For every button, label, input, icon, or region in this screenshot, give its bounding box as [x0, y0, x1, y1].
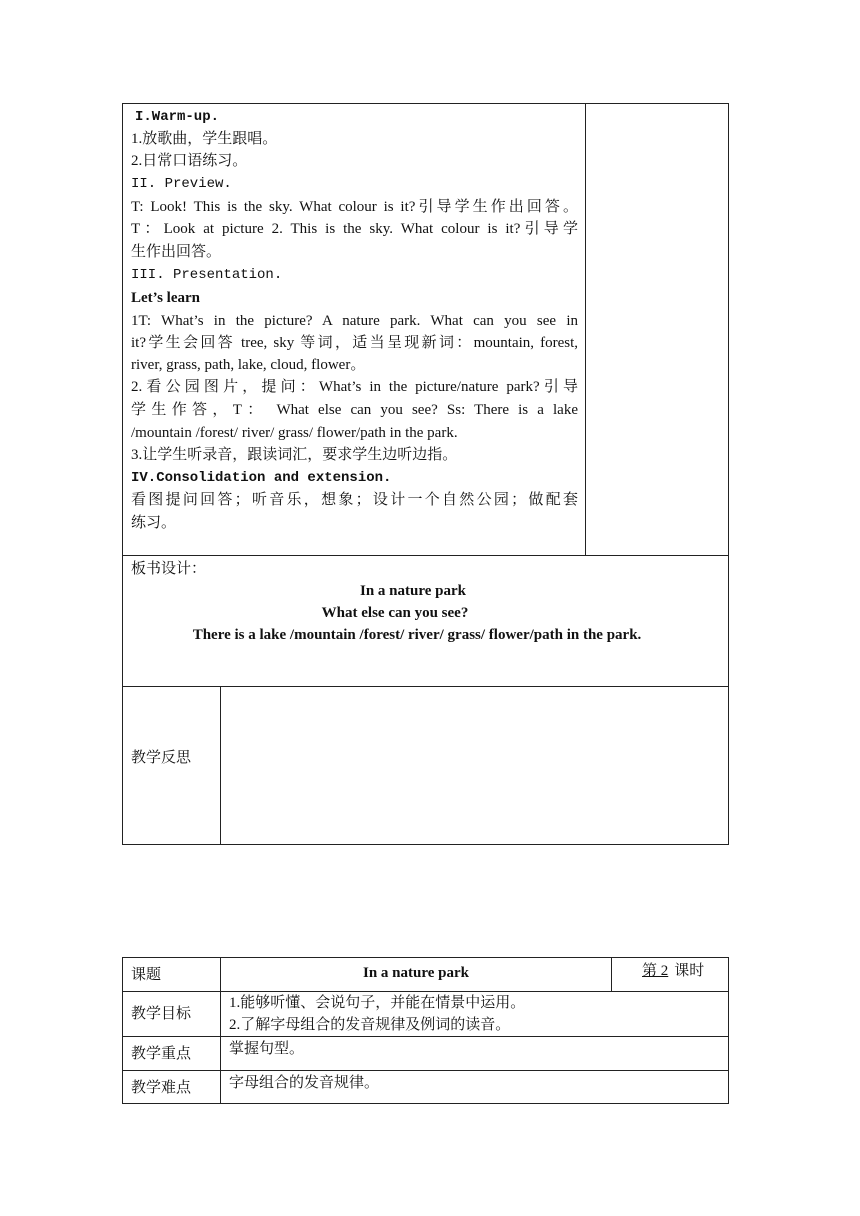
key-point-label: 教学重点	[131, 1046, 192, 1062]
presentation-item-2-line1: 2.看公园图片，提问：What’s in the picture/nature park?引导	[131, 379, 578, 395]
difficulty-value: 字母组合的发音规律。	[229, 1075, 380, 1091]
presentation-item-2-line2: 学生作答，T： What else can you see? Ss: There is a lake	[131, 402, 578, 418]
board-design-label: 板书设计：	[131, 561, 207, 577]
preview-item-1: T: Look! This is the sky. What colour is it?引导学生作出回答。	[131, 199, 578, 215]
board-line-question: What else can you see?	[321, 605, 469, 621]
info-border-row3	[122, 1070, 729, 1071]
period-field	[624, 960, 704, 983]
info-border-bottom	[122, 1103, 729, 1104]
table-border-right	[728, 103, 729, 845]
presentation-item-1-line2: it?学生会回答 tree, sky 等词，适当呈现新词：mountain, forest,	[131, 335, 578, 351]
goal-label: 教学目标	[131, 1006, 192, 1022]
warmup-item-1: 1.放歌曲，学生跟唱。	[131, 131, 278, 147]
difficulty-label: 教学难点	[131, 1080, 192, 1096]
consolidation-heading: IV.Consolidation and extension.	[131, 470, 392, 486]
preview-item-2-line1: T：Look at picture 2. This is the sky. What colour is it?引导学	[131, 221, 578, 237]
period-unit: 课时	[674, 963, 705, 979]
topic-label: 课题	[131, 967, 162, 983]
info-border-top	[122, 957, 729, 958]
info-border-left	[122, 957, 123, 1104]
presentation-heading: III. Presentation.	[131, 267, 283, 283]
topic-value: In a nature park	[363, 965, 469, 981]
table-border-left	[122, 103, 123, 845]
warmup-heading: I.Warm-up.	[135, 109, 220, 125]
table-border-mid2	[122, 686, 729, 687]
table-border-mid1	[122, 555, 729, 556]
presentation-item-1-line1: 1T: What’s in the picture? A nature park. What can you see in	[131, 313, 578, 329]
reflection-label: 教学反思	[131, 750, 192, 766]
preview-item-2-line2: 生作出回答。	[131, 244, 222, 260]
lets-learn-heading: Let’s learn	[131, 290, 201, 306]
key-point-value: 掌握句型。	[229, 1041, 305, 1057]
consolidation-line1: 看图提问回答；听音乐，想象；设计一个自然公园；做配套	[131, 492, 578, 508]
info-border-right	[728, 957, 729, 1104]
period-number: 第 2	[642, 963, 669, 979]
presentation-item-3: 3.让学生听录音，跟读词汇，要求学生边听边指。	[131, 447, 458, 463]
consolidation-line2: 练习。	[131, 515, 177, 531]
goal-item-2: 2.了解字母组合的发音规律及例词的读音。	[229, 1017, 511, 1033]
info-border-period-column	[611, 957, 612, 992]
table-border-bottom	[122, 844, 729, 845]
board-line-title: In a nature park	[360, 583, 466, 599]
preview-heading: II. Preview.	[131, 176, 232, 192]
board-line-answer: There is a lake /mountain /forest/ river/ grass/ flower/path in the park.	[192, 627, 642, 643]
goal-item-1: 1.能够听懂、会说句子，并能在情景中运用。	[229, 995, 526, 1011]
warmup-item-2: 2.日常口语练习。	[131, 153, 248, 169]
table-border-top	[122, 103, 729, 104]
table-border-notes-column	[585, 103, 586, 556]
presentation-item-2-line3: /mountain /forest/ river/ grass/ flower/path in the park.	[131, 425, 458, 441]
table-border-reflection-column	[220, 686, 221, 845]
presentation-item-1-line3: river, grass, path, lake, cloud, flower。	[131, 357, 366, 373]
